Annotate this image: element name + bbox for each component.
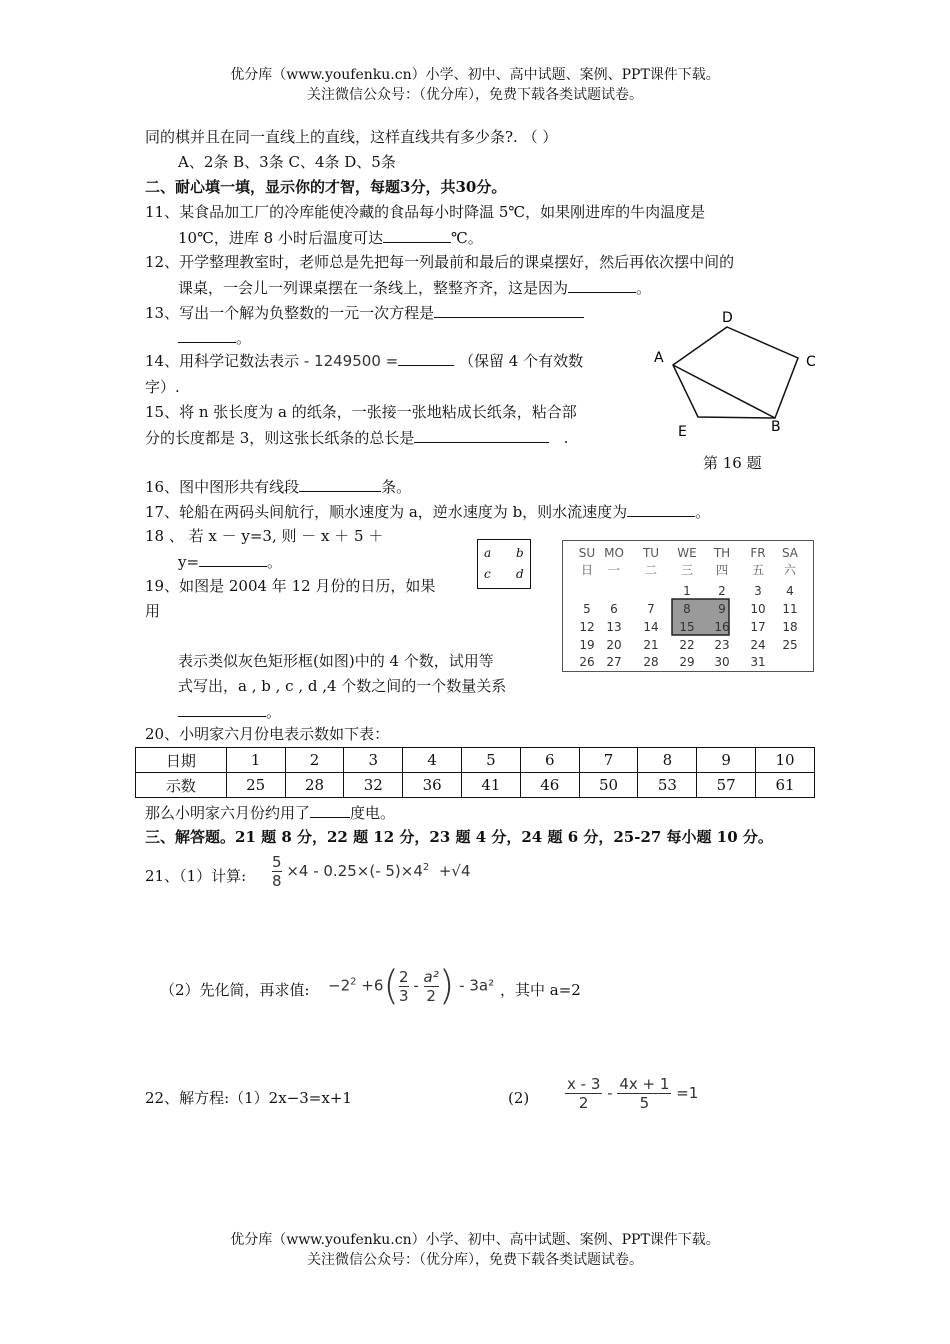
q14-note: （保留 4 个有效数: [458, 352, 584, 370]
reading-cell: 61: [756, 773, 815, 798]
date-cell: 4: [403, 748, 462, 773]
q12-end: 。: [636, 279, 652, 297]
abcd-c: c: [484, 567, 491, 581]
abcd-d: d: [516, 567, 524, 581]
q15-text: 分的长度都是 3，则这张长纸条的总长是: [145, 429, 415, 447]
calendar-date: 5: [583, 602, 591, 616]
q19-line-4: 式写出，a , b , c , d ,4 个数之间的一个数量关系: [178, 677, 507, 695]
q15-line-1: 15、将 n 张长度为 a 的纸条，一张接一张地粘成长纸条，粘合部: [145, 403, 577, 421]
q14-line-1: [145, 350, 583, 371]
reading-cell: 57: [697, 773, 756, 798]
q21-part1-expression: [272, 853, 471, 890]
fraction-numerator: 5: [272, 853, 282, 871]
fraction-numerator: 2: [399, 967, 409, 986]
q12-line-1: 12、开学整理教室时，老师总是先把每一列最前和最后的课桌摆好，然后再依次摆中间的: [145, 253, 735, 271]
q17-line: [145, 501, 710, 522]
expression-rest: ×4 - 0.25×(- 5)×4: [286, 862, 423, 880]
calendar-day-cn: 日: [580, 563, 594, 577]
q21-part1-label: 21、（1）计算:: [145, 867, 247, 885]
calendar-date: 22: [679, 638, 695, 652]
q11-unit: ℃。: [450, 229, 483, 247]
pentagon-figure: [640, 305, 830, 445]
sqrt-term: +√4: [438, 862, 471, 880]
fraction-numerator: x - 3: [567, 1075, 601, 1093]
q16-text: 16、图中图形共有线段: [145, 478, 300, 496]
fraction-denominator: 2: [578, 1094, 589, 1112]
fraction-denominator: 5: [639, 1094, 650, 1112]
fraction-5-8: [272, 853, 282, 890]
label-a: A: [654, 350, 664, 366]
calendar-date: 27: [606, 655, 622, 669]
abcd-box: [477, 539, 531, 589]
q16-answer-blank[interactable]: [299, 476, 381, 492]
minus-sign: -: [413, 976, 419, 995]
fraction-a2-2: [424, 968, 439, 1005]
reading-cell: 53: [638, 773, 697, 798]
calendar-date: 14: [643, 620, 659, 634]
q13-line-2: [178, 327, 251, 348]
label-b: B: [771, 419, 781, 435]
calendar: [562, 540, 814, 672]
calendar-day-en: WE: [677, 546, 697, 560]
figure-16-caption: 第 16 题: [703, 454, 762, 472]
q10-options: A、2条 B、3条 C、4条 D、5条: [178, 153, 396, 171]
q20-text: 那么小明家六月份约用了: [145, 804, 311, 822]
table-header-date: 日期: [136, 748, 227, 773]
pentagon-outline: [673, 327, 798, 418]
exp-two: 2: [350, 976, 357, 988]
calendar-day-cn: 一: [607, 563, 621, 577]
footer-line-1: 优分库（www.youfenku.cn）小学、初中、高中试题、案例、PPT课件下载。: [230, 1232, 720, 1248]
fraction-denominator: 3: [399, 986, 409, 1005]
q13-end: 。: [236, 329, 252, 347]
calendar-date: 10: [750, 602, 766, 616]
minus-sign: -: [607, 1084, 613, 1102]
calendar-day-en: FR: [750, 546, 766, 560]
calendar-date: 7: [647, 602, 655, 616]
calendar-day-cn: 六: [783, 563, 797, 577]
q14-answer-blank[interactable]: [398, 350, 454, 366]
calendar-date: 24: [750, 638, 766, 652]
calendar-date: 17: [750, 620, 766, 634]
calendar-date: 4: [786, 584, 794, 598]
calendar-day-en: MO: [604, 546, 624, 560]
section-3-heading: 三、解答题。21 题 8 分，22 题 12 分，23 题 4 分，24 题 6 分，25-27 每小题 10 分。: [145, 828, 773, 846]
q14-line-2: 字）.: [145, 378, 180, 396]
q17-end: 。: [695, 503, 711, 521]
diagonal-ab: [673, 365, 775, 418]
q17-text: 17、轮船在两码头间航行，顺水速度为 a，逆水速度为 b，则水流速度为: [145, 503, 628, 521]
date-cell: 6: [520, 748, 579, 773]
q19-line-3: 表示类似灰色矩形框(如图)中的 4 个数，试用等: [178, 652, 494, 670]
calendar-day-cn: 五: [751, 563, 765, 577]
calendar-date: 19: [579, 638, 595, 652]
calendar-date: 25: [782, 638, 798, 652]
q22-part1: 22、解方程:（1）2x−3=x+1: [145, 1089, 352, 1107]
date-cell: 9: [697, 748, 756, 773]
plus-six: +6: [361, 976, 384, 995]
electricity-table: [135, 747, 815, 798]
calendar-date: 28: [643, 655, 659, 669]
date-cell: 1: [226, 748, 285, 773]
fraction-x-minus-3: [565, 1075, 602, 1112]
reading-cell: 46: [520, 773, 579, 798]
reading-cell: 25: [226, 773, 285, 798]
q18-line-1: 18 、 若 x － y=3, 则 － x ＋ 5 ＋: [145, 527, 384, 545]
reading-cell: 36: [403, 773, 462, 798]
date-cell: 5: [462, 748, 521, 773]
calendar-date: 30: [714, 655, 730, 669]
calendar-date: 20: [606, 638, 622, 652]
q18-answer-blank[interactable]: [199, 551, 267, 567]
q20-answer-blank[interactable]: [310, 802, 350, 818]
q14-text: 14、用科学记数法表示: [145, 352, 300, 370]
label-c: C: [806, 354, 816, 370]
right-paren: ): [438, 963, 455, 1009]
abcd-b: b: [516, 546, 524, 560]
q21-part2-expression: [328, 963, 494, 1009]
calendar-date: 15: [679, 620, 695, 634]
header-line-2: 关注微信公众号：（优分库），免费下载各类试题试卷。: [307, 87, 643, 103]
fraction-4x-plus-1: [617, 1075, 671, 1112]
calendar-date: 2: [718, 584, 726, 598]
q21-part2-label: （2）先化简，再求值:: [160, 981, 310, 999]
tail-term: - 3a²: [459, 976, 495, 995]
q19-line-5: [178, 701, 281, 722]
calendar-date: 9: [718, 602, 726, 616]
fraction-numerator: 4x + 1: [619, 1075, 670, 1093]
q21-part2-condition: ，其中 a=2: [500, 981, 581, 999]
calendar-date: 31: [750, 655, 766, 669]
left-paren: (: [383, 963, 400, 1009]
q22-part2-equation: [565, 1075, 698, 1112]
q16-line: [145, 476, 411, 497]
date-cell: 8: [638, 748, 697, 773]
calendar-date: 3: [754, 584, 762, 598]
q11-answer-blank[interactable]: [383, 227, 451, 243]
q19-end: 。: [266, 703, 282, 721]
q22-part2-label: (2): [508, 1089, 530, 1107]
calendar-date: 11: [782, 602, 798, 616]
q13-text: 13、写出一个解为负整数的一元一次方程是: [145, 304, 435, 322]
calendar-date: 6: [610, 602, 618, 616]
calendar-day-cn: 四: [715, 563, 729, 577]
exponent: 2: [422, 862, 430, 873]
q20-unit: 度电。: [350, 804, 396, 822]
calendar-date: 1: [683, 584, 691, 598]
q20-answer-line: [145, 802, 395, 823]
calendar-day-en: TU: [642, 546, 660, 560]
calendar-grid: [563, 541, 813, 671]
calendar-date: 23: [714, 638, 730, 652]
q19-line-1: 19、如图是 2004 年 12 月份的日历，如果: [145, 577, 436, 595]
table-row-readings: [136, 773, 815, 798]
q13-answer-blank-2[interactable]: [178, 327, 236, 343]
q18-text: y=: [178, 553, 200, 571]
reading-cell: 32: [344, 773, 403, 798]
q18-end: 。: [267, 553, 283, 571]
rhs: =1: [676, 1084, 699, 1102]
q13-answer-blank[interactable]: [434, 302, 584, 318]
q18-line-2: [178, 551, 282, 572]
q11-line-2: [178, 227, 483, 248]
q15-answer-blank[interactable]: [414, 427, 549, 443]
q19-answer-blank[interactable]: [178, 701, 266, 717]
reading-cell: 28: [285, 773, 344, 798]
footer-line-2: 关注微信公众号：（优分库），免费下载各类试题试卷。: [307, 1252, 643, 1268]
calendar-day-cn: 二: [644, 563, 658, 577]
calendar-date: 29: [679, 655, 695, 669]
label-d: D: [722, 310, 733, 326]
q13-line-1: [145, 302, 584, 323]
fraction-denominator: 2: [426, 986, 436, 1005]
calendar-date: 18: [782, 620, 798, 634]
label-e: E: [678, 424, 687, 440]
calendar-day-en: TH: [713, 546, 731, 560]
calendar-day-en: SA: [781, 546, 799, 560]
reading-cell: 41: [462, 773, 521, 798]
fraction-denominator: 8: [272, 872, 282, 890]
q11-text: 10℃，进库 8 小时后温度可达: [178, 229, 383, 247]
q12-line-2: [178, 277, 651, 298]
calendar-date: 8: [683, 602, 691, 616]
q15-line-2: [145, 427, 568, 448]
table-row-dates: [136, 748, 815, 773]
date-cell: 2: [285, 748, 344, 773]
date-cell: 7: [579, 748, 638, 773]
reading-cell: 50: [579, 773, 638, 798]
q20-intro: 20、小明家六月份电表示数如下表：: [145, 725, 390, 743]
section-2-heading: 二、耐心填一填，显示你的才智，每题3分，共30分。: [145, 178, 507, 196]
q12-text: 课桌，一会儿一列课桌摆在一条线上，整整齐齐，这是因为: [178, 279, 569, 297]
fraction-numerator: a²: [423, 967, 439, 986]
q19-line-2: 用: [145, 602, 161, 620]
q15-end: .: [563, 429, 569, 447]
date-cell: 10: [756, 748, 815, 773]
calendar-date: 21: [643, 638, 659, 652]
calendar-date: 12: [579, 620, 595, 634]
calendar-date: 13: [606, 620, 622, 634]
q16-end: 条。: [381, 478, 412, 496]
calendar-day-en: SU: [578, 546, 596, 560]
q14-expression: - 1249500 =: [303, 352, 399, 370]
date-cell: 3: [344, 748, 403, 773]
calendar-date: 26: [579, 655, 595, 669]
q11-line-1: 11、某食品加工厂的冷库能使冷藏的食品每小时降温 5℃，如果刚进库的牛肉温度是: [145, 203, 706, 221]
fraction-2-3: [399, 968, 409, 1005]
calendar-date: 16: [714, 620, 730, 634]
calendar-day-cn: 三: [680, 563, 694, 577]
neg-two: −2: [328, 976, 351, 995]
q17-answer-blank[interactable]: [627, 501, 695, 517]
q10-continuation: 同的棋并且在同一直线上的直线，这样直线共有多少条?. （ ）: [145, 128, 558, 146]
table-header-reading: 示数: [136, 773, 227, 798]
abcd-a: a: [484, 546, 492, 560]
q12-answer-blank[interactable]: [568, 277, 636, 293]
header-line-1: 优分库（www.youfenku.cn）小学、初中、高中试题、案例、PPT课件下载。: [230, 67, 720, 83]
